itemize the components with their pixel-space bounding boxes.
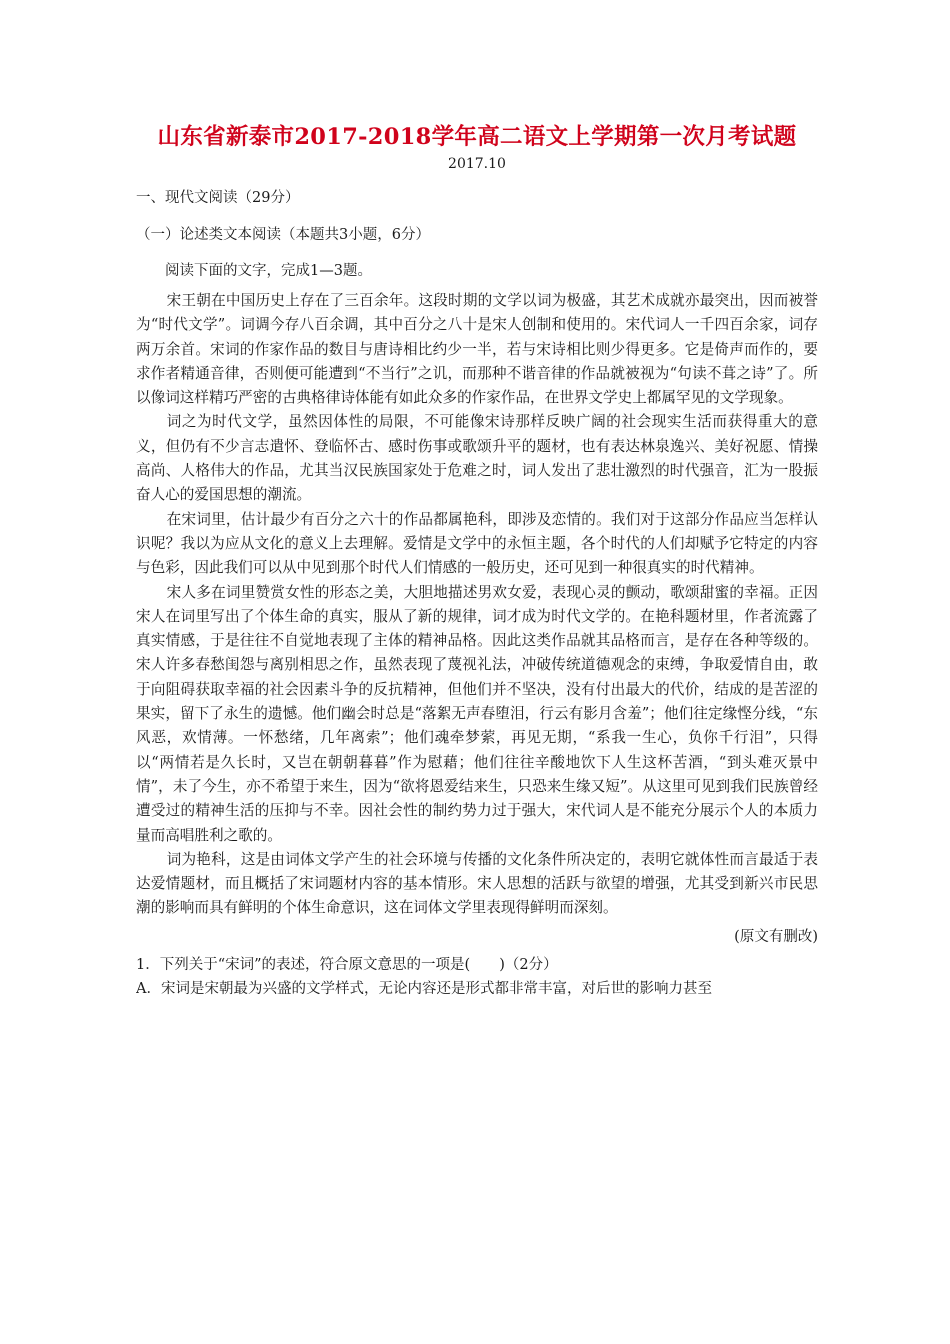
subsection-heading: （一）论述类文本阅读（本题共3小题，6分） [136,227,430,243]
reading-instruction: 阅读下面的文字，完成1—3题。 [165,263,372,279]
passage-paragraph-3: 在宋词里，估计最少有百分之六十的作品都属艳科，即涉及恋情的。我们对于这部分作品应当怎样认识呢？我以为应从文化的意义上去理解。爱情是文学中的永恒主题，各个时代的人们却赋予它特定的内容与色彩，因此我们可以从中见到那个时代人们情感的一般历史，还可见到一种很真实的时代精神。 [136,510,818,577]
question-1: 1．下列关于“宋词”的表述，符合原文意思的一项是( )（2分） [136,956,558,973]
passage-paragraph-1: 宋王朝在中国历史上存在了三百余年。这段时期的文学以词为极盛，其艺术成就亦最突出，因而被誉为“时代文学”。词调今存八百余调，其中百分之八十是宋人创制和使用的。宋代词人一千四百余家，词存两万余首。宋词的作家作品的数目与唐诗相比约少一半，若与宋诗相比则少得更多。它是倚声而作的，要求作者精通音律，否则便可能遭到“不当行”之讥，而那种不谐音律的作品就被视为“句读不葺之诗”了。所以像词这样精巧严密的古典格律诗体能有如此众多的作家作品，在世界文学史上都属罕见的文学现象。 [136,292,818,407]
passage-paragraph-4: 宋人多在词里赞赏女性的形态之美，大胆地描述男欢女爱，表现心灵的颤动，歌颂甜蜜的幸福。正因宋人在词里写出了个体生命的真实，服从了新的规律，词才成为时代文学的。在艳科题材里，作者流露了真实情感，于是往往不自觉地表现了主体的精神品格。因此这类作品就其品格而言，是存在各种等级的。宋人许多春愁闺怨与离别相思之作，虽然表现了蔑视礼法，冲破传统道德观念的束缚，争取爱情自由，敢于向阻碍获取幸福的社会因素斗争的反抗精神，但他们并不坚决，没有付出最大的代价，结成的是苦涩的果实，留下了永生的遗憾。他们幽会时总是“落絮无声春堕泪，行云有影月含羞”；他们往定缘悭分线，“东风恶，欢情薄。一怀愁绪，几年离索”；他们魂牵梦萦，再见无期，“系我一生心，负你千行泪”，只得以“两情若是久长时，又岂在朝朝暮暮”作为慰藉；他们往往辛酸地饮下人生这杯苦酒，“到头难灭景中情”，未了今生，亦不希望于来生，因为“欲将恩爱结来生，只恐来生缘又短”。从这里可见到我们民族曾经遭受过的精神生活的压抑与不幸。因社会性的制约势力过于强大，宋代词人是不能充分展示个人的本质力量而高唱胜利之歌的。 [136,583,818,844]
section-heading: 一、现代文阅读（29分） [136,190,300,206]
exam-date: 2017.10 [448,156,506,172]
passage-paragraph-5: 词为艳科，这是由词体文学产生的社会环境与传播的文化条件所决定的，表明它就体性而言最适于表达爱情题材，而且概括了宋词题材内容的基本情形。宋人思想的活跃与欲望的增强，尤其受到新兴市民思潮的影响而具有鲜明的个体生命意识，这在词体文学里表现得鲜明而深刻。 [136,850,818,917]
source-note: (原文有删改) [734,928,818,945]
exam-title: 山东省新泰市2017-2018学年高二语文上学期第一次月考试题 [157,124,797,150]
passage-paragraph-2: 词之为时代文学，虽然因体性的局限，不可能像宋诗那样反映广阔的社会现实生活而获得重大的意义，但仍有不少言志遣怀、登临怀古、感时伤事或歌颂升平的题材，也有表达林泉逸兴、美好祝愿、情操高尚、人格伟大的作品，尤其当汉民族国家处于危难之时，词人发出了悲壮激烈的时代强音，汇为一股振奋人心的爱国思想的潮流。 [136,413,818,504]
question-1-option-a: A．宋词是宋朝最为兴盛的文学样式，无论内容还是形式都非常丰富，对后世的影响力甚至 [136,980,712,997]
